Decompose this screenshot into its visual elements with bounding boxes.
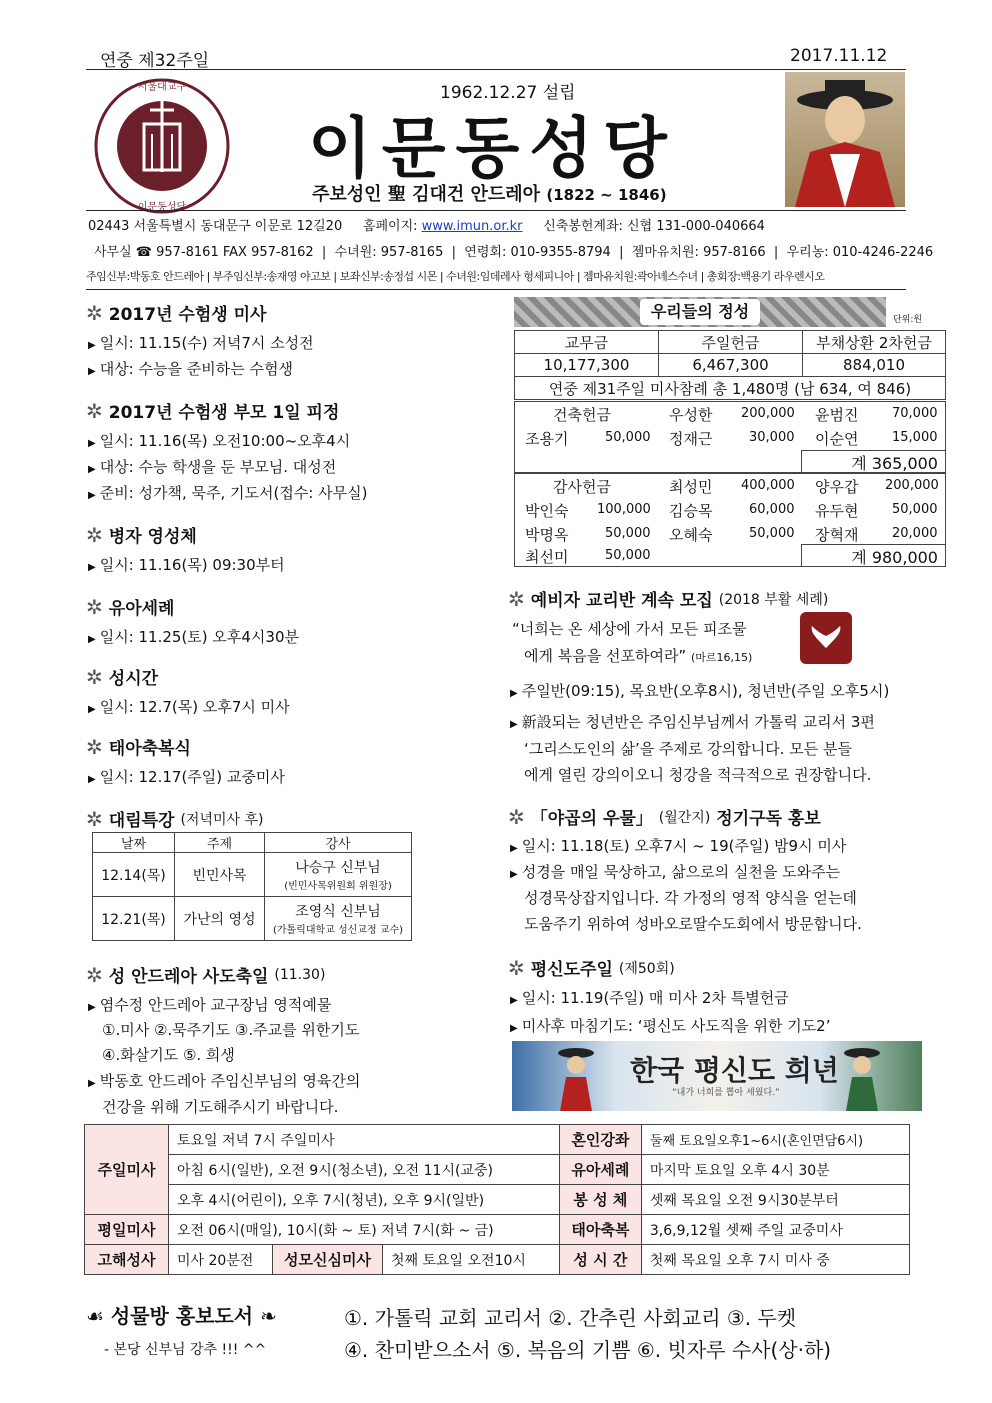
table-row <box>85 1215 910 1245</box>
donor-amount: 200,000 <box>885 478 939 493</box>
donor-name: 박명옥 <box>525 526 569 544</box>
catechumen-new-2: ‘그리스도인의 삶’을 주제로 강의합니다. 모든 분들 <box>524 740 852 758</box>
holy-hour-time: ▶ 일시: 12.7(목) 오후7시 미사 <box>88 698 290 716</box>
line-text: 대상: 수능 학생을 둔 부모님. 대성전 <box>99 458 337 476</box>
week-label: 연중 제32주일 <box>100 51 210 71</box>
section-title: 성 안드레아 사도축일 <box>108 967 269 987</box>
cell-speaker <box>265 853 412 897</box>
andrew-line-5: 건강을 위해 기도해주시기 바랍니다. <box>102 1098 339 1116</box>
donor-amount: 70,000 <box>892 406 938 421</box>
section-title-tail: 정기구독 홍보 <box>716 809 821 829</box>
svg-text:서울대교구: 서울대교구 <box>137 82 187 93</box>
donor-amount: 400,000 <box>741 478 795 493</box>
speaker-role: (빈민사목위원회 위원장) <box>284 881 392 892</box>
banner-title: 한국 평신도 희년 <box>630 1054 839 1087</box>
right-flourish-icon: ❧ <box>260 1304 277 1328</box>
patron-line <box>312 180 667 206</box>
donor-amount: 15,000 <box>892 430 938 445</box>
andrew-line-1: ▶ 염수정 안드레아 교구장님 영적예물 <box>88 996 332 1014</box>
section-title: 2017년 수험생 부모 1일 피정 <box>108 403 340 423</box>
donor-name: 이순연 <box>815 430 859 448</box>
baptism-label: 유아세례 <box>559 1155 641 1185</box>
exam-mass-time: ▶ 일시: 11.15(수) 저녁7시 소성전 <box>88 334 314 352</box>
anoint-value: 셋째 목요일 오전 9시30분부터 <box>641 1185 909 1215</box>
section-title: 유아세례 <box>108 599 175 619</box>
patron-years: (1822 ~ 1846) <box>546 186 667 204</box>
section-title: 예비자 교리반 계속 모집 <box>530 591 713 611</box>
confession-value: 미사 20분전 <box>169 1245 273 1275</box>
section-advent-lecture <box>86 806 263 831</box>
figure-left <box>556 1045 596 1111</box>
donor-name: 유두현 <box>815 502 859 520</box>
donor-name: 김승목 <box>669 502 713 520</box>
donor-amount: 50,000 <box>892 502 938 517</box>
cell-topic: 빈민사목 <box>175 853 265 897</box>
homepage-link[interactable]: www.imun.or.kr <box>421 219 523 234</box>
table-row <box>85 1125 910 1155</box>
holy-hour-label: 성 시 간 <box>559 1245 641 1275</box>
cell-topic: 가난의 영성 <box>175 897 265 941</box>
footer-books-1: ①. 가톨릭 교회 교리서 ②. 간추린 사회교리 ③. 두켓 <box>344 1306 797 1330</box>
section-title: 「야곱의 우물」 <box>530 809 653 829</box>
marian-label: 성모신심미사 <box>273 1245 383 1275</box>
donor-amount: 60,000 <box>749 502 795 517</box>
header-sunday: 주일헌금 <box>659 331 803 354</box>
catechumen-quote-1: “너희는 온 세상에 가서 모든 피조물 <box>512 620 747 638</box>
laity-time: ▶ 일시: 11.19(주일) 매 미사 2차 특별헌금 <box>510 989 789 1007</box>
section-sick-communion <box>86 522 197 547</box>
section-fetus-blessing <box>86 734 191 759</box>
donor-amount: 50,000 <box>605 548 651 563</box>
section-title: 대림특강 <box>108 811 175 831</box>
thanks-offering-box <box>514 473 946 567</box>
sparkle-icon: ✲ <box>86 398 103 423</box>
line-text: 일시: 12.17(주일) 교중미사 <box>99 768 285 786</box>
sparkle-icon: ✲ <box>508 955 525 980</box>
account: 신축봉헌계좌: 신협 131-000-040664 <box>543 219 765 234</box>
cell-date: 12.14(목) <box>93 853 175 897</box>
jacob-well-desc-2: 성경묵상잡지입니다. 각 가정의 영적 양식을 얻는데 <box>524 889 857 907</box>
donor-name: 양우갑 <box>815 478 859 496</box>
line-text: 일시: 12.7(목) 오후7시 미사 <box>99 698 290 716</box>
donor-amount: 50,000 <box>749 526 795 541</box>
federation-phone: 연령회: 010-9355-8794 <box>464 245 611 260</box>
build-offering-box <box>514 401 946 473</box>
exam-mass-target: ▶ 대상: 수능을 준비하는 수험생 <box>88 360 293 378</box>
sparkle-icon: ✲ <box>86 734 103 759</box>
footer-title: 성물방 홍보도서 <box>110 1304 254 1328</box>
section-jacob-well <box>508 804 821 829</box>
line-text: 미사후 마침기도: ‘평신도 사도직을 위한 기도2’ <box>521 1017 831 1035</box>
table-row <box>85 1245 910 1275</box>
sunday-mass-morning: 아침 6시(일반), 오전 9시(청소년), 오전 11시(교중) <box>169 1155 560 1185</box>
value-tithe: 10,177,300 <box>515 354 659 377</box>
weekday-mass-label: 평일미사 <box>85 1215 169 1245</box>
line-text: 일시: 11.25(토) 오후4시30분 <box>99 628 300 646</box>
table-row <box>515 377 946 400</box>
line-text: 주일반(09:15), 목요반(오후8시), 청년반(주일 오후5시) <box>521 682 890 700</box>
weekday-mass-value: 오전 06시(매일), 10시(화 ~ 토) 저녁 7시(화 ~ 금) <box>169 1215 560 1245</box>
offering-table <box>514 330 946 400</box>
line-text: 일시: 11.19(주일) 매 미사 2차 특별헌금 <box>521 989 789 1007</box>
address-row <box>88 215 765 234</box>
jacob-well-time: ▶ 일시: 11.18(토) 오후7시 ~ 19(주일) 밤9시 미사 <box>510 837 847 855</box>
donor-amount: 30,000 <box>749 430 795 445</box>
parish-seal <box>92 76 232 216</box>
section-title: 성시간 <box>108 669 159 689</box>
header-debt: 부채상환 2차헌금 <box>803 331 946 354</box>
section-laity-sunday <box>508 955 675 980</box>
andrew-line-3: ④.화살기도 ⑤. 희생 <box>102 1046 235 1064</box>
section-title: 2017년 수험생 미사 <box>108 305 267 325</box>
sick-communion-time: ▶ 일시: 11.16(목) 09:30부터 <box>88 556 285 574</box>
phone-row: 사무실 ☎ 957-8161 FAX 957-8162 | 수녀원: 957-8165 | 연령회: 010-9355-8794 | 젬마유치원: 957-8166 | 우리농: 010-4246-2246 <box>94 245 934 260</box>
donor-name: 정재근 <box>669 430 713 448</box>
mass-schedule-table <box>84 1124 910 1275</box>
sunday-mass-afternoon: 오후 4시(어린이), 오후 7시(청년), 오후 9시(일반) <box>169 1185 560 1215</box>
speaker-name: 조영식 신부님 <box>295 904 381 920</box>
andrew-line-2: ①.미사 ②.묵주기도 ③.주교를 위한기도 <box>102 1021 360 1039</box>
section-subtitle: (저녁미사 후) <box>180 811 264 828</box>
donor-name: 최선미 <box>525 548 569 566</box>
fetus-blessing-time: ▶ 일시: 12.17(주일) 교중미사 <box>88 768 285 786</box>
sparkle-icon: ✲ <box>508 804 525 829</box>
section-subtitle: (제50회) <box>618 960 675 977</box>
svg-text:이문동성당: 이문동성당 <box>137 202 187 213</box>
quote-ref: (마르16,15) <box>691 651 753 664</box>
footer-title-row <box>86 1300 277 1329</box>
offering-banner-title: 우리들의 정성 <box>640 299 760 325</box>
retreat-time: ▶ 일시: 11.16(목) 오전10:00~오후4시 <box>88 432 351 450</box>
thanks-label: 감사헌금 <box>553 478 611 496</box>
table-row <box>515 354 946 377</box>
line-text: 일시: 11.16(목) 오전10:00~오후4시 <box>99 432 351 450</box>
table-row <box>85 1185 910 1215</box>
infant-baptism-time: ▶ 일시: 11.25(토) 오후4시30분 <box>88 628 300 646</box>
build-total: 계 365,000 <box>801 450 946 473</box>
line-text: 일시: 11.18(토) 오후7시 ~ 19(주일) 밤9시 미사 <box>521 837 847 855</box>
donor-amount: 200,000 <box>741 406 795 421</box>
sparkle-icon: ✲ <box>86 594 103 619</box>
donor-amount: 50,000 <box>605 526 651 541</box>
footer-books-2: ④. 찬미받으소서 ⑤. 복음의 기쁨 ⑥. 빗자루 수사(상·하) <box>344 1338 832 1362</box>
figure-right <box>842 1045 882 1111</box>
homepage-label: 홈페이지: <box>362 219 418 234</box>
catechumen-classes: ▶ 주일반(09:15), 목요반(오후8시), 청년반(주일 오후5시) <box>510 682 890 700</box>
line-text: 일시: 11.16(목) 09:30부터 <box>99 556 285 574</box>
section-parent-retreat <box>86 398 339 423</box>
section-exam-mass <box>86 300 266 325</box>
thanks-total: 계 980,000 <box>801 544 946 567</box>
marian-value: 첫째 토요일 오전10시 <box>383 1245 560 1275</box>
jacob-well-desc-1: ▶ 성경을 매일 묵상하고, 삶으로의 실천을 도와주는 <box>510 863 841 881</box>
nuns-phone: 수녀원: 957-8165 <box>334 245 444 260</box>
value-debt: 884,010 <box>803 354 946 377</box>
col-topic: 주제 <box>175 833 265 853</box>
section-title: 평신도주일 <box>530 960 613 980</box>
sparkle-icon: ✲ <box>86 962 103 987</box>
donor-name: 우성한 <box>669 406 713 424</box>
line-text: 염수정 안드레아 교구장님 영적예물 <box>99 996 332 1014</box>
catechumen-new-3: 에게 열린 강의이오니 청강을 적극적으로 권장합니다. <box>524 766 872 784</box>
fetus-label: 태아축복 <box>559 1215 641 1245</box>
kindergarten-phone: 젬마유치원: 957-8166 <box>631 245 766 260</box>
footer-note: - 본당 신부님 강추 !!! ^^ <box>104 1342 267 1358</box>
anoint-label: 봉 성 체 <box>559 1185 641 1215</box>
date-label: 2017.11.12 <box>790 46 888 66</box>
founded-date: 1962.12.27 설립 <box>440 83 576 103</box>
section-title: 병자 영성체 <box>108 527 197 547</box>
section-subtitle: (2018 부활 세례) <box>718 591 829 608</box>
marriage-value: 둘째 토요일오후1~6시(혼인면담6시) <box>641 1125 909 1155</box>
address: 02443 서울특별시 동대문구 이문로 12길20 <box>88 219 343 234</box>
parish-name: 이문동성당 <box>308 110 677 187</box>
line-text: 대상: 수능을 준비하는 수험생 <box>99 360 293 378</box>
catechumen-new-1: ▶ 新設되는 청년반은 주임신부님께서 가톨릭 교리서 3편 <box>510 713 875 731</box>
section-title: 태아축복식 <box>108 739 191 759</box>
col-date: 날짜 <box>93 833 175 853</box>
quote-text: 에게 복음을 선포하여라” <box>524 647 687 665</box>
table-row <box>93 897 412 941</box>
holy-hour-value: 첫째 목요일 오후 7시 미사 중 <box>641 1245 909 1275</box>
donor-amount: 100,000 <box>597 502 651 517</box>
sparkle-icon: ✲ <box>508 586 525 611</box>
line-text: 박동호 안드레아 주임신부님의 영육간의 <box>99 1072 361 1090</box>
offering-unit: 단위:원 <box>893 315 923 325</box>
col-speaker: 강사 <box>265 833 412 853</box>
donor-name: 최성민 <box>669 478 713 496</box>
line-text: 新設되는 청년반은 주임신부님께서 가톨릭 교리서 3편 <box>521 713 875 731</box>
staff-row: 주임신부:박동호 안드레아 | 부주임신부:송재영 야고보 | 보좌신부:송정섭 시몬 | 수녀원:임데레사 헝세피니아 | 젬마유치원:곽아녜스수녀 | 총회장:백용기 라우렌시오 <box>86 270 825 283</box>
sunday-mass-sat: 토요일 저녁 7시 주일미사 <box>169 1125 560 1155</box>
line-text: 준비: 성가책, 묵주, 기도서(접수: 사무실) <box>99 484 368 502</box>
sparkle-icon: ✲ <box>86 300 103 325</box>
build-label: 건축헌금 <box>553 406 611 424</box>
baptism-value: 마지막 토요일 오후 4시 30분 <box>641 1155 909 1185</box>
fetus-value: 3,6,9,12월 셋째 주일 교중미사 <box>641 1215 909 1245</box>
cell-speaker <box>265 897 412 941</box>
attendance: 연중 제31주일 미사참례 총 1,480명 (남 634, 여 846) <box>515 377 946 400</box>
donor-amount: 50,000 <box>605 430 651 445</box>
patron-portrait <box>785 72 905 207</box>
donor-name: 장혁재 <box>815 526 859 544</box>
office-phone: 사무실 ☎ 957-8161 FAX 957-8162 <box>94 245 314 260</box>
donor-name: 오혜숙 <box>669 526 713 544</box>
table-row <box>93 853 412 897</box>
laity-jubilee-banner <box>512 1041 922 1111</box>
sunday-mass-label: 주일미사 <box>85 1125 169 1215</box>
speaker-role: (가톨릭대학교 성신교정 교수) <box>272 925 404 936</box>
catechumen-quote-2 <box>524 645 752 666</box>
farm-phone: 우리농: 010-4246-2246 <box>786 245 934 260</box>
jacob-well-desc-3: 도움주기 위하여 성바오로딸수도회에서 방문합니다. <box>524 915 862 933</box>
sparkle-icon: ✲ <box>86 522 103 547</box>
value-sunday: 6,467,300 <box>659 354 803 377</box>
section-holy-hour <box>86 664 158 689</box>
section-catechumen <box>508 586 828 611</box>
donor-name: 윤범진 <box>815 406 859 424</box>
laity-prayer: ▶ 미사후 마침기도: ‘평신도 사도직을 위한 기도2’ <box>510 1017 831 1035</box>
speaker-name: 나승구 신부님 <box>295 860 381 876</box>
table-row <box>515 331 946 354</box>
section-infant-baptism <box>86 594 174 619</box>
section-andrew-feast <box>86 962 325 987</box>
patron-name: 주보성인 聖 김대건 안드레아 <box>312 184 541 205</box>
andrew-line-4: ▶ 박동호 안드레아 주임신부님의 영육간의 <box>88 1072 361 1090</box>
donor-name: 박인숙 <box>525 502 569 520</box>
sparkle-icon: ✲ <box>86 806 103 831</box>
line-text: 일시: 11.15(수) 저녁7시 소성전 <box>99 334 314 352</box>
banner-subtitle: “내가 너희를 뽑아 세웠다.” <box>672 1088 780 1098</box>
donor-amount: 20,000 <box>892 526 938 541</box>
marriage-label: 혼인강좌 <box>559 1125 641 1155</box>
retreat-prep: ▶ 준비: 성가책, 묵주, 기도서(접수: 사무실) <box>88 484 368 502</box>
sparkle-icon: ✲ <box>86 664 103 689</box>
left-flourish-icon: ☙ <box>86 1304 104 1328</box>
holy-spirit-image <box>800 612 852 664</box>
section-subtitle: (월간지) <box>658 809 711 826</box>
line-text: 성경을 매일 묵상하고, 삶으로의 실천을 도와주는 <box>521 863 841 881</box>
donor-name: 조용기 <box>525 430 569 448</box>
section-subtitle: (11.30) <box>274 966 326 983</box>
cell-date: 12.21(목) <box>93 897 175 941</box>
confession-label: 고해성사 <box>85 1245 169 1275</box>
header-tithe: 교무금 <box>515 331 659 354</box>
table-row <box>85 1155 910 1185</box>
advent-lecture-table <box>92 832 412 941</box>
retreat-target: ▶ 대상: 수능 학생을 둔 부모님. 대성전 <box>88 458 337 476</box>
